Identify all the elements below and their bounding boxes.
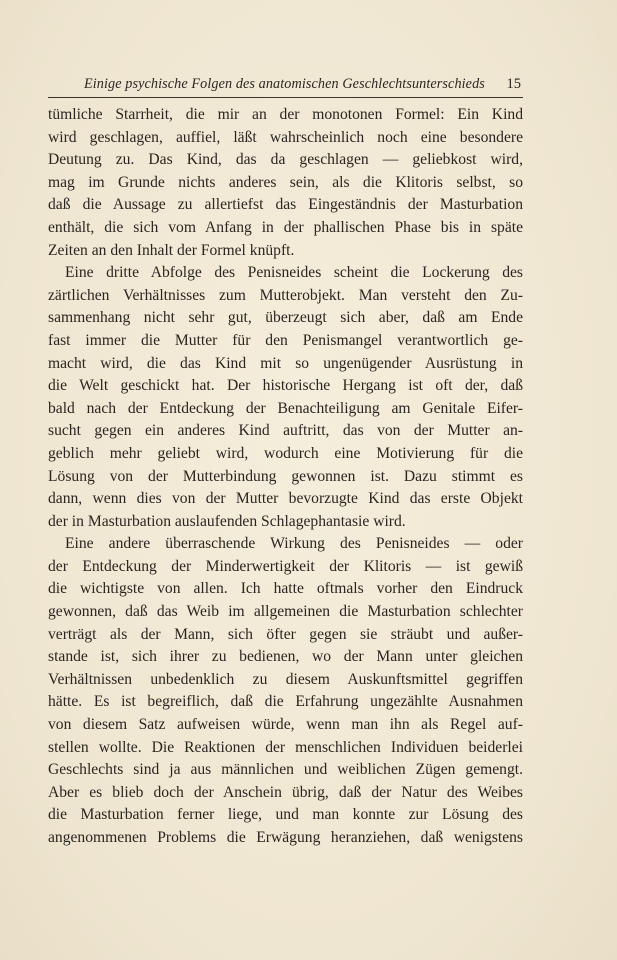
text-line: der Entdeckung der Minderwertigkeit der Klitoris — ist gewiß — [48, 557, 523, 575]
text-line: Eine andere überraschende Wirkung des Penisneides — oder — [65, 535, 523, 553]
text-line: Zeiten an den Inhalt der Formel knüpft. — [48, 241, 295, 259]
text-line: fast immer die Mutter für den Penismangel verantwortlich ge- — [48, 331, 523, 349]
text-line: die wichtigste von allen. Ich hatte oftmals vorher den Eindruck — [48, 580, 523, 598]
text-line: von diesem Satz aufweisen würde, wenn man ihn als Regel auf- — [48, 716, 523, 734]
text-line: angenommenen Problems die Erwägung heranziehen, daß wenigstens — [48, 829, 523, 846]
text-line: sucht gegen ein anderes Kind auftritt, das von der Mutter an- — [48, 422, 523, 440]
running-title: Einige psychische Folgen des anatomischen Geschlechtsunterschieds — [84, 76, 485, 92]
text-line: der in Masturbation auslaufenden Schlagephantasie wird. — [48, 512, 406, 530]
text-line: die Welt geschickt hat. Der historische Hergang ist oft der, daß — [48, 377, 523, 395]
text-line: wird geschlagen, auffiel, läßt wahrscheinlich noch eine besondere — [48, 128, 523, 146]
text-line: sammenhang nicht sehr gut, überzeugt sich aber, daß am Ende — [48, 309, 523, 327]
page-number: 15 — [506, 76, 521, 92]
text-line: verträgt als der Mann, sich öfter gegen sie sträubt und außer- — [48, 625, 523, 643]
text-line: hätte. Es ist begreiflich, daß die Erfahrung ungezählte Ausnahmen — [48, 693, 523, 711]
text-line: mag im Grunde nichts anderes sein, als die Klitoris selbst, so — [48, 173, 523, 191]
text-line: bald nach der Entdeckung der Benachteiligung am Genitale Eifer- — [48, 399, 523, 417]
text-line: macht wird, die das Kind mit so ungenügender Ausrüstung in — [48, 354, 523, 372]
text-line: dann, wenn dies von der Mutter bevorzugte Kind das erste Objekt — [48, 490, 523, 508]
text-line: stande ist, sich ihrer zu bedienen, wo der Mann unter gleichen — [48, 648, 523, 666]
body-text — [48, 104, 523, 850]
text-line: Deutung zu. Das Kind, das da geschlagen — geliebkost wird, — [48, 151, 523, 169]
text-line: Geschlechts sind ja aus männlichen und weiblichen Zügen gemengt. — [48, 761, 523, 779]
text-line: Aber es blieb doch der Anschein übrig, daß der Natur des Weibes — [48, 783, 523, 801]
header-rule — [48, 97, 523, 98]
text-line: Verhältnissen unbedenklich zu diesem Auskunftsmittel gegriffen — [48, 670, 523, 688]
text-line: geblich mehr geliebt wird, wodurch eine Motivierung für die — [48, 444, 523, 462]
text-line: Eine dritte Abfolge des Penisneides scheint die Lockerung des — [65, 264, 523, 282]
text-line: zärtlichen Verhältnisses zum Mutterobjekt. Man versteht den Zu- — [48, 286, 523, 304]
text-line: enthält, die sich vom Anfang in der phallischen Phase bis in späte — [48, 218, 523, 236]
text-line: die Masturbation ferner liege, und man konnte zur Lösung des — [48, 806, 523, 824]
text-line: tümliche Starrheit, die mir an der monotonen Formel: Ein Kind — [48, 106, 523, 123]
text-line: stellen wollte. Die Reaktionen der menschlichen Individuen beiderlei — [48, 738, 523, 756]
running-header — [48, 76, 521, 96]
text-line: daß die Aussage zu allertiefst das Eingeständnis der Masturbation — [48, 196, 523, 214]
text-line: gewonnen, daß das Weib im allgemeinen die Masturbation schlechter — [48, 603, 523, 621]
text-line: Lösung von der Mutterbindung gewonnen ist. Dazu stimmt es — [48, 467, 523, 485]
